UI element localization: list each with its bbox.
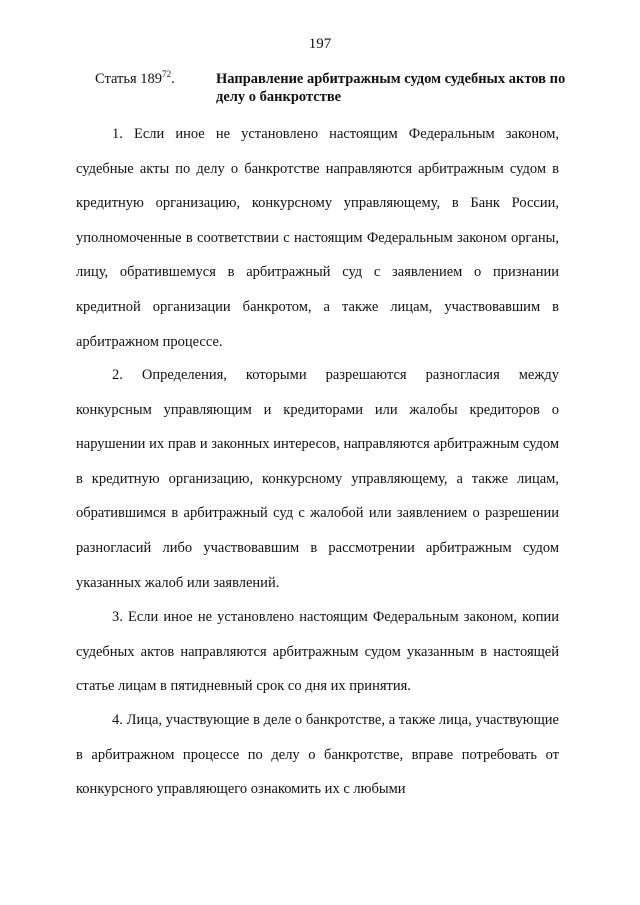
page-number: 197	[308, 36, 332, 52]
article-title: Направление арбитражным судом судебных актов по делу о банкротстве	[216, 71, 566, 105]
paragraph-3: 3. Если иное не установлено настоящим Федеральным законом, копии судебных актов направляются арбитражным судом указанным в настоящей статье лицам в пятидневный срок со дня их принятия.	[76, 609, 559, 695]
paragraph-1: 1. Если иное не установлено настоящим Федеральным законом, судебные акты по делу о банкротстве направляются арбитражным судом в кредитную организацию, конкурсному управляющему, в Банк России, уполномоченные в соответствии с настоящим Федеральным законом органы, лицу, обратившемуся в арбитражный суд с заявлением о признании кредитной организации банкротом, а также лицам, участвовавшим в арбитражном процессе.	[76, 126, 559, 350]
article-label	[95, 70, 175, 88]
paragraph-4: 4. Лица, участвующие в деле о банкротстве, а также лица, участвующие в арбитражном процессе по делу о банкротстве, вправе потребовать от конкурсного управляющего ознакомить их с любыми	[76, 712, 559, 798]
article-label-text: Статья 189	[95, 71, 163, 87]
article-label-suffix: .	[171, 71, 175, 87]
paragraph-2: 2. Определения, которыми разрешаются разногласия между конкурсным управляющим и кредиторами или жалобы кредиторов о нарушении их прав и законных интересов, направляются арбитражным судом в кредитную организацию, конкурсному управляющему, а также лицам, обратившимся в арбитражный суд с жалобой или заявлением о разрешении разногласий либо участвовавшим в рассмотрении арбитражным судом указанных жалоб или заявлений.	[76, 367, 559, 591]
article-label-superscript: 72	[162, 69, 172, 79]
